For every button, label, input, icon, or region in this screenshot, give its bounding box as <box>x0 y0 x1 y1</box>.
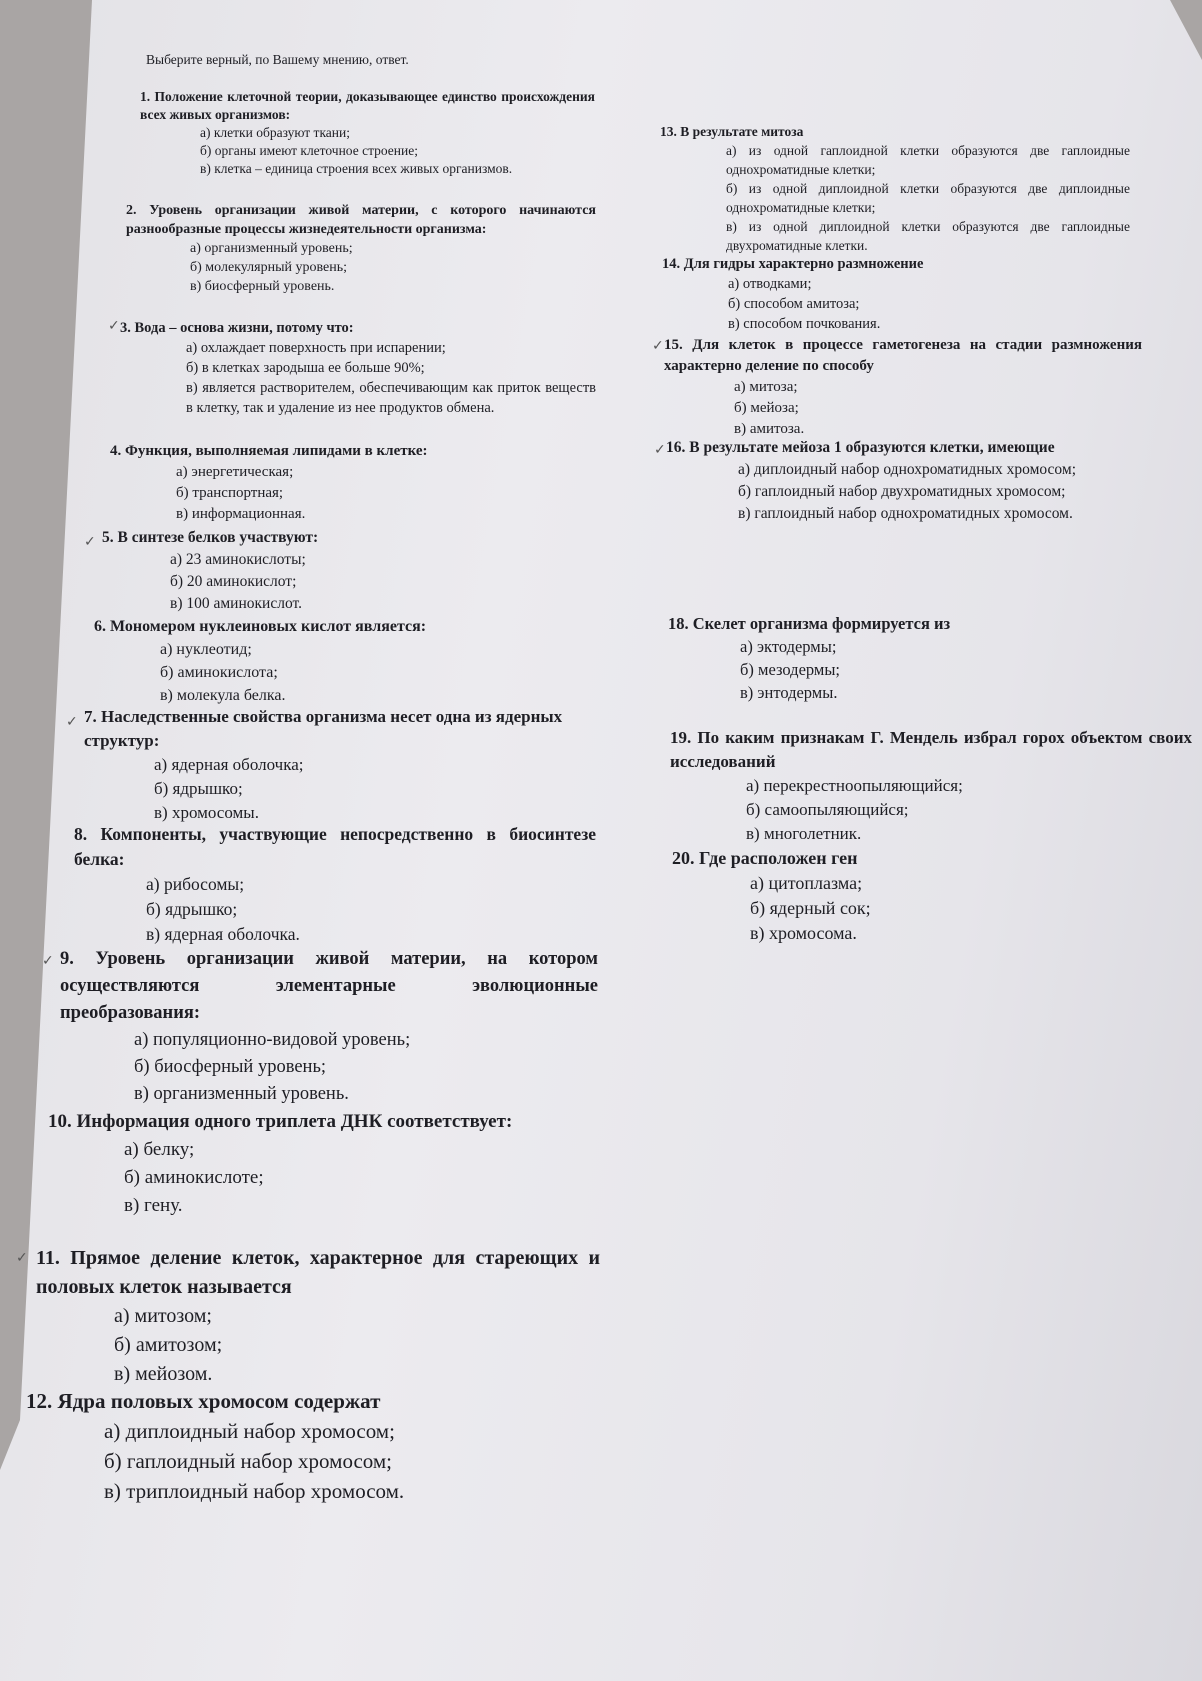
option: в) хромосомы. <box>154 803 259 822</box>
option: в) информационная. <box>176 506 306 522</box>
question-text: 5. В синтезе белков участвуют: <box>102 529 319 546</box>
question-text: 11. Прямое деление клеток, характерное для стареющих и половых клеток называется <box>36 1247 600 1298</box>
question-text: 4. Функция, выполняемая липидами в клетке: <box>110 443 428 459</box>
question-text: 15. Для клеток в процессе гаметогенеза на стадии размножения характерно деление по способу <box>664 337 1142 374</box>
option: б) биосферный уровень; <box>134 1057 327 1077</box>
check-mark-icon: ✓ <box>42 953 54 969</box>
option: в) способом почкования. <box>728 316 881 332</box>
question-text: 20. Где расположен ген <box>672 848 858 868</box>
option: в) хромосома. <box>750 923 857 943</box>
question-text: 2. Уровень организации живой материи, с которого начинаются разнообразные процессы жизнедеятельности организма: <box>126 203 596 237</box>
question-11 <box>36 1244 600 1389</box>
option: б) самоопыляющийся; <box>746 800 909 819</box>
option: в) энтодермы. <box>740 683 838 702</box>
option: в) мейозом. <box>114 1363 213 1385</box>
check-mark-icon: ✓ <box>84 534 96 550</box>
question-6 <box>94 615 596 707</box>
question-3 <box>120 318 596 418</box>
question-13 <box>660 122 1130 255</box>
option: б) гаплоидный набор хромосом; <box>104 1449 393 1473</box>
option: а) белку; <box>124 1139 195 1160</box>
option: б) из одной диплоидной клетки образуются две диплоидные однохроматидные клетки; <box>726 181 1130 215</box>
option: б) ядрышко; <box>146 899 238 919</box>
question-text: 6. Мономером нуклеиновых кислот является: <box>94 618 427 635</box>
check-mark-icon: ✓ <box>652 338 664 354</box>
question-9 <box>60 946 598 1108</box>
question-7 <box>84 705 596 825</box>
option: б) способом амитоза; <box>728 296 860 312</box>
option: б) в клетках зародыша ее больше 90%; <box>186 360 425 376</box>
option: а) энергетическая; <box>176 464 294 480</box>
option: в) клетка – единица строения всех живых организмов. <box>200 161 513 176</box>
question-18 <box>668 612 1168 704</box>
option: б) мезодермы; <box>740 660 841 679</box>
question-text: 13. В результате митоза <box>660 124 804 139</box>
option: в) биосферный уровень. <box>190 279 335 294</box>
question-text: 10. Информация одного триплета ДНК соответствует: <box>48 1111 513 1132</box>
question-5 <box>102 527 596 615</box>
option: б) гаплоидный набор двухроматидных хромосом; <box>738 483 1066 500</box>
option: а) организменный уровень; <box>190 241 353 256</box>
question-text: 3. Вода – основа жизни, потому что: <box>120 320 354 336</box>
option: б) аминокислота; <box>160 664 278 681</box>
option: а) охлаждает поверхность при испарении; <box>186 340 446 356</box>
question-19 <box>670 726 1192 846</box>
option: а) цитоплазма; <box>750 873 863 893</box>
question-text: 16. В результате мейоза 1 образуются клетки, имеющие <box>666 439 1055 456</box>
question-4 <box>110 441 596 525</box>
option: б) ядерный сок; <box>750 898 871 918</box>
option: а) митоза; <box>734 379 798 395</box>
check-mark-icon: ✓ <box>16 1250 28 1266</box>
option: а) клетки образуют ткани; <box>200 125 350 140</box>
question-text: 18. Скелет организма формируется из <box>668 614 951 633</box>
option: б) органы имеют клеточное строение; <box>200 143 418 158</box>
question-12 <box>26 1386 600 1506</box>
check-mark-icon: ✓ <box>108 318 120 334</box>
question-8 <box>74 822 596 947</box>
option: в) амитоза. <box>734 421 805 437</box>
instruction-text: Выберите верный, по Вашему мнению, ответ. <box>146 52 409 67</box>
question-20 <box>672 846 1172 946</box>
option: б) 20 аминокислот; <box>170 573 297 590</box>
option: а) популяционно-видовой уровень; <box>134 1030 411 1050</box>
question-text: 1. Положение клеточной теории, доказывающее единство происхождения всех живых организмов: <box>140 89 595 122</box>
option: а) митозом; <box>114 1305 212 1327</box>
question-1 <box>140 88 595 178</box>
option: а) диплоидный набор однохроматидных хромосом; <box>738 461 1076 478</box>
check-mark-icon: ✓ <box>66 714 78 730</box>
option: в) является растворителем, обеспечивающим как приток веществ в клетку, так и удаление из нее продуктов обмена. <box>186 380 596 416</box>
option: б) транспортная; <box>176 485 284 501</box>
question-text: 12. Ядра половых хромосом содержат <box>26 1389 381 1413</box>
option: в) организменный уровень. <box>134 1084 349 1104</box>
question-16 <box>666 437 1172 525</box>
question-14 <box>662 254 1132 334</box>
option: а) эктодермы; <box>740 637 837 656</box>
question-15 <box>664 335 1142 440</box>
option: в) гену. <box>124 1195 183 1216</box>
option: в) молекула белка. <box>160 687 286 704</box>
question-2 <box>126 201 596 296</box>
question-text: 8. Компоненты, участвующие непосредственно в биосинтезе белка: <box>74 824 596 869</box>
question-text: 9. Уровень организации живой материи, на котором осуществляются элементарные эволюционные преобразования: <box>60 949 598 1023</box>
option: а) перекрестноопыляющийся; <box>746 776 963 795</box>
option: а) из одной гаплоидной клетки образуются две гаплоидные однохроматидные клетки; <box>726 143 1130 177</box>
option: б) аминокислоте; <box>124 1167 264 1188</box>
option: а) диплоидный набор хромосом; <box>104 1419 395 1443</box>
question-text: 14. Для гидры характерно размножение <box>662 256 924 272</box>
question-10 <box>48 1108 598 1220</box>
check-mark-icon: ✓ <box>654 442 666 458</box>
option: б) амитозом; <box>114 1334 223 1356</box>
option: в) ядерная оболочка. <box>146 924 300 944</box>
question-text: 19. По каким признакам Г. Мендель избрал горох объектом своих исследований <box>670 728 1192 771</box>
question-text: 7. Наследственные свойства организма несет одна из ядерных структур: <box>84 707 563 750</box>
option: в) триплоидный набор хромосом. <box>104 1479 405 1503</box>
option: б) молекулярный уровень; <box>190 260 347 275</box>
option: б) ядрышко; <box>154 779 243 798</box>
option: б) мейоза; <box>734 400 799 416</box>
option: в) гаплоидный набор однохроматидных хромосом. <box>738 505 1073 522</box>
option: а) ядерная оболочка; <box>154 755 304 774</box>
option: а) нуклеотид; <box>160 641 252 658</box>
option: в) 100 аминокислот. <box>170 595 302 612</box>
option: а) отводками; <box>728 276 812 292</box>
option: в) из одной диплоидной клетки образуются две гаплоидные двухроматидные клетки. <box>726 219 1130 253</box>
option: в) многолетник. <box>746 824 862 843</box>
option: а) 23 аминокислоты; <box>170 551 306 568</box>
option: а) рибосомы; <box>146 874 245 894</box>
